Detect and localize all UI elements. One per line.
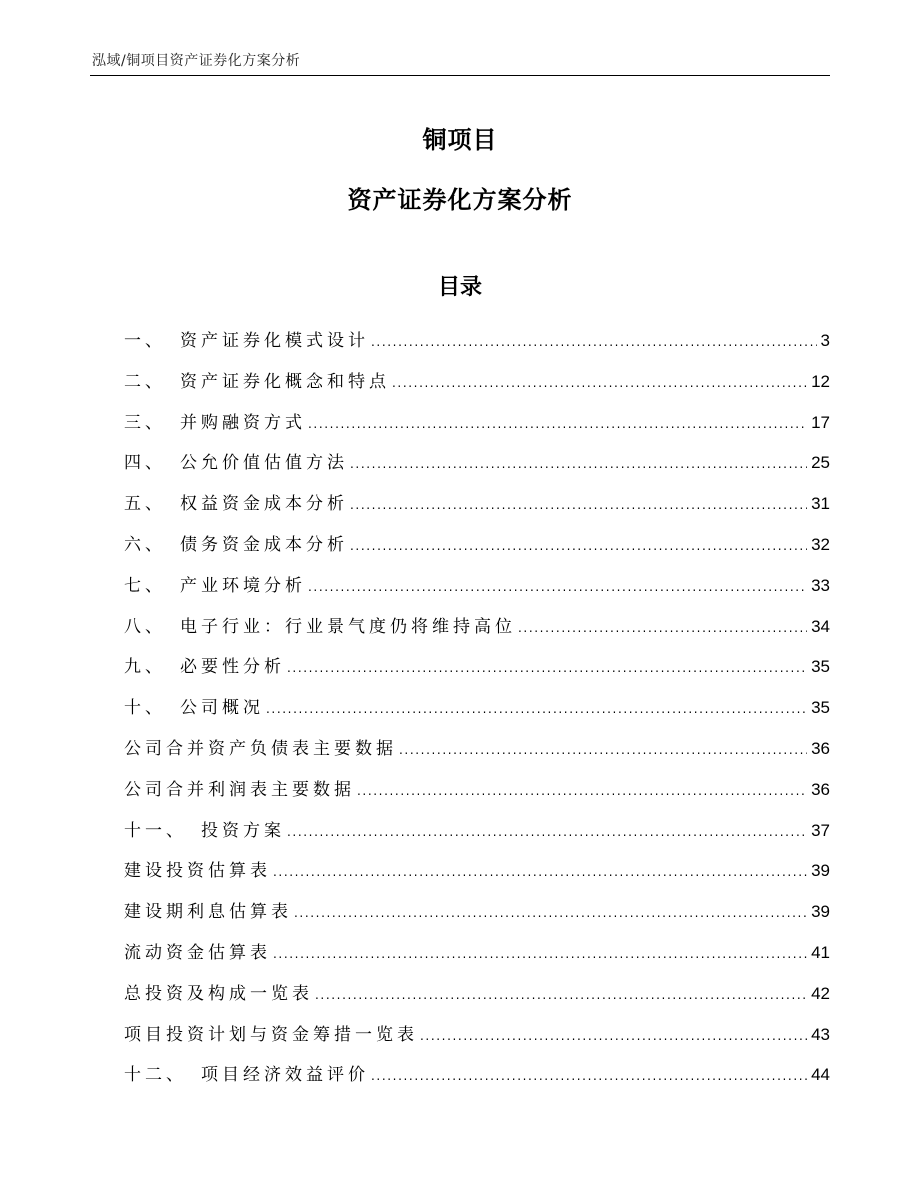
- toc-entry[interactable]: [124, 525, 830, 566]
- toc-heading: 目录: [437, 275, 482, 300]
- toc-entry[interactable]: [124, 607, 830, 648]
- toc-entry-page-number: 37: [811, 820, 830, 840]
- toc-entry[interactable]: [124, 933, 830, 974]
- toc-entry-page-number: 17: [811, 412, 830, 432]
- toc-entry-title: 资产证券化模式设计: [180, 331, 369, 351]
- toc-entry[interactable]: [124, 1015, 830, 1056]
- toc-entry-title: 总投资及构成一览表: [124, 983, 313, 1004]
- toc-entry-number: 十一、: [124, 820, 187, 841]
- toc-entry-title: 公司合并利润表主要数据: [124, 779, 355, 800]
- toc-dot-leader: [308, 567, 807, 608]
- toc-dot-leader: [371, 1056, 807, 1097]
- toc-entry-page-number: 41: [811, 942, 830, 962]
- toc-dot-leader: [350, 485, 807, 526]
- toc-dot-leader: [273, 852, 807, 893]
- toc-entry-page-number: 12: [811, 371, 830, 391]
- toc-entry-number: 七、: [124, 575, 166, 596]
- toc-entry[interactable]: [124, 566, 830, 607]
- toc-entry[interactable]: [124, 688, 830, 729]
- toc-dot-leader: [287, 648, 807, 689]
- toc-entry[interactable]: [124, 362, 830, 403]
- toc-entry-number: 五、: [124, 494, 166, 515]
- toc-entry-title: 权益资金成本分析: [180, 494, 348, 515]
- toc-entry-page-number: 25: [811, 453, 830, 473]
- toc-entry-page-number: 43: [811, 1024, 830, 1044]
- toc-entry-number: 四、: [124, 453, 166, 474]
- toc-dot-leader: [392, 363, 807, 404]
- toc-dot-leader: [518, 608, 807, 649]
- toc-entry-title: 流动资金估算表: [124, 942, 271, 963]
- toc-entry-page-number: 36: [811, 779, 830, 799]
- toc-entry-number: 八、: [124, 616, 166, 637]
- toc-dot-leader: [266, 689, 807, 730]
- toc-entry-title: 公司合并资产负债表主要数据: [124, 738, 397, 759]
- toc-entry-title: 必要性分析: [180, 657, 285, 678]
- toc-entry-number: 二、: [124, 371, 166, 392]
- toc-dot-leader: [308, 404, 807, 445]
- table-of-contents: [124, 321, 830, 1096]
- toc-entry-title: 项目经济效益评价: [201, 1065, 369, 1086]
- toc-entry-title: 并购融资方式: [180, 412, 306, 433]
- toc-dot-leader: [420, 1016, 807, 1057]
- toc-entry-page-number: 42: [811, 983, 830, 1003]
- toc-entry[interactable]: [124, 484, 830, 525]
- toc-entry-page-number: 34: [811, 616, 830, 636]
- document-subtitle: 资产证券化方案分析: [347, 186, 573, 214]
- toc-entry-title: 电子行业：行业景气度仍将维持高位: [180, 616, 516, 637]
- toc-entry-page-number: 32: [811, 534, 830, 554]
- toc-dot-leader: [287, 812, 807, 853]
- toc-entry[interactable]: [124, 1055, 830, 1096]
- toc-entry-number: 一、: [124, 331, 166, 351]
- toc-entry-title: 建设投资估算表: [124, 861, 271, 882]
- toc-entry[interactable]: [124, 892, 830, 933]
- toc-entry-number: 十、: [124, 698, 166, 719]
- toc-entry-page-number: 31: [811, 494, 830, 514]
- toc-entry[interactable]: [124, 851, 830, 892]
- toc-dot-leader: [350, 444, 807, 485]
- toc-entry-page-number: 33: [811, 575, 830, 595]
- toc-dot-leader: [273, 934, 807, 975]
- toc-dot-leader: [399, 730, 807, 771]
- toc-entry-page-number: 36: [811, 738, 830, 758]
- toc-entry-page-number: 35: [811, 698, 830, 718]
- running-header: 泓域/铜项目资产证券化方案分析: [92, 53, 301, 69]
- toc-entry[interactable]: [124, 321, 830, 362]
- toc-entry-page-number: 35: [811, 657, 830, 677]
- toc-entry-title: 产业环境分析: [180, 575, 306, 596]
- toc-entry-title: 公司概况: [180, 698, 264, 719]
- toc-entry-title: 建设期利息估算表: [124, 902, 292, 923]
- toc-entry-title: 项目投资计划与资金筹措一览表: [124, 1024, 418, 1045]
- toc-entry[interactable]: [124, 443, 830, 484]
- toc-entry[interactable]: [124, 770, 830, 811]
- toc-dot-leader: [294, 893, 807, 934]
- toc-dot-leader: [371, 322, 817, 363]
- toc-dot-leader: [315, 975, 807, 1016]
- toc-entry-page-number: 44: [811, 1065, 830, 1085]
- toc-entry-number: 三、: [124, 412, 166, 433]
- toc-entry-title: 资产证券化概念和特点: [180, 371, 390, 392]
- toc-entry[interactable]: [124, 811, 830, 852]
- toc-entry[interactable]: [124, 647, 830, 688]
- toc-entry[interactable]: [124, 974, 830, 1015]
- toc-entry-number: 九、: [124, 657, 166, 678]
- header-divider: [90, 75, 830, 76]
- toc-dot-leader: [357, 771, 807, 812]
- toc-entry[interactable]: [124, 403, 830, 444]
- toc-entry-number: 六、: [124, 534, 166, 555]
- toc-entry-title: 公允价值估值方法: [180, 453, 348, 474]
- toc-entry-page-number: 39: [811, 861, 830, 881]
- toc-entry-number: 十二、: [124, 1065, 187, 1086]
- document-title: 铜项目: [422, 126, 498, 154]
- toc-entry-page-number: 3: [820, 331, 830, 350]
- toc-entry-title: 投资方案: [201, 820, 285, 841]
- toc-entry-page-number: 39: [811, 902, 830, 922]
- toc-dot-leader: [350, 526, 807, 567]
- toc-entry-title: 债务资金成本分析: [180, 534, 348, 555]
- toc-entry[interactable]: [124, 729, 830, 770]
